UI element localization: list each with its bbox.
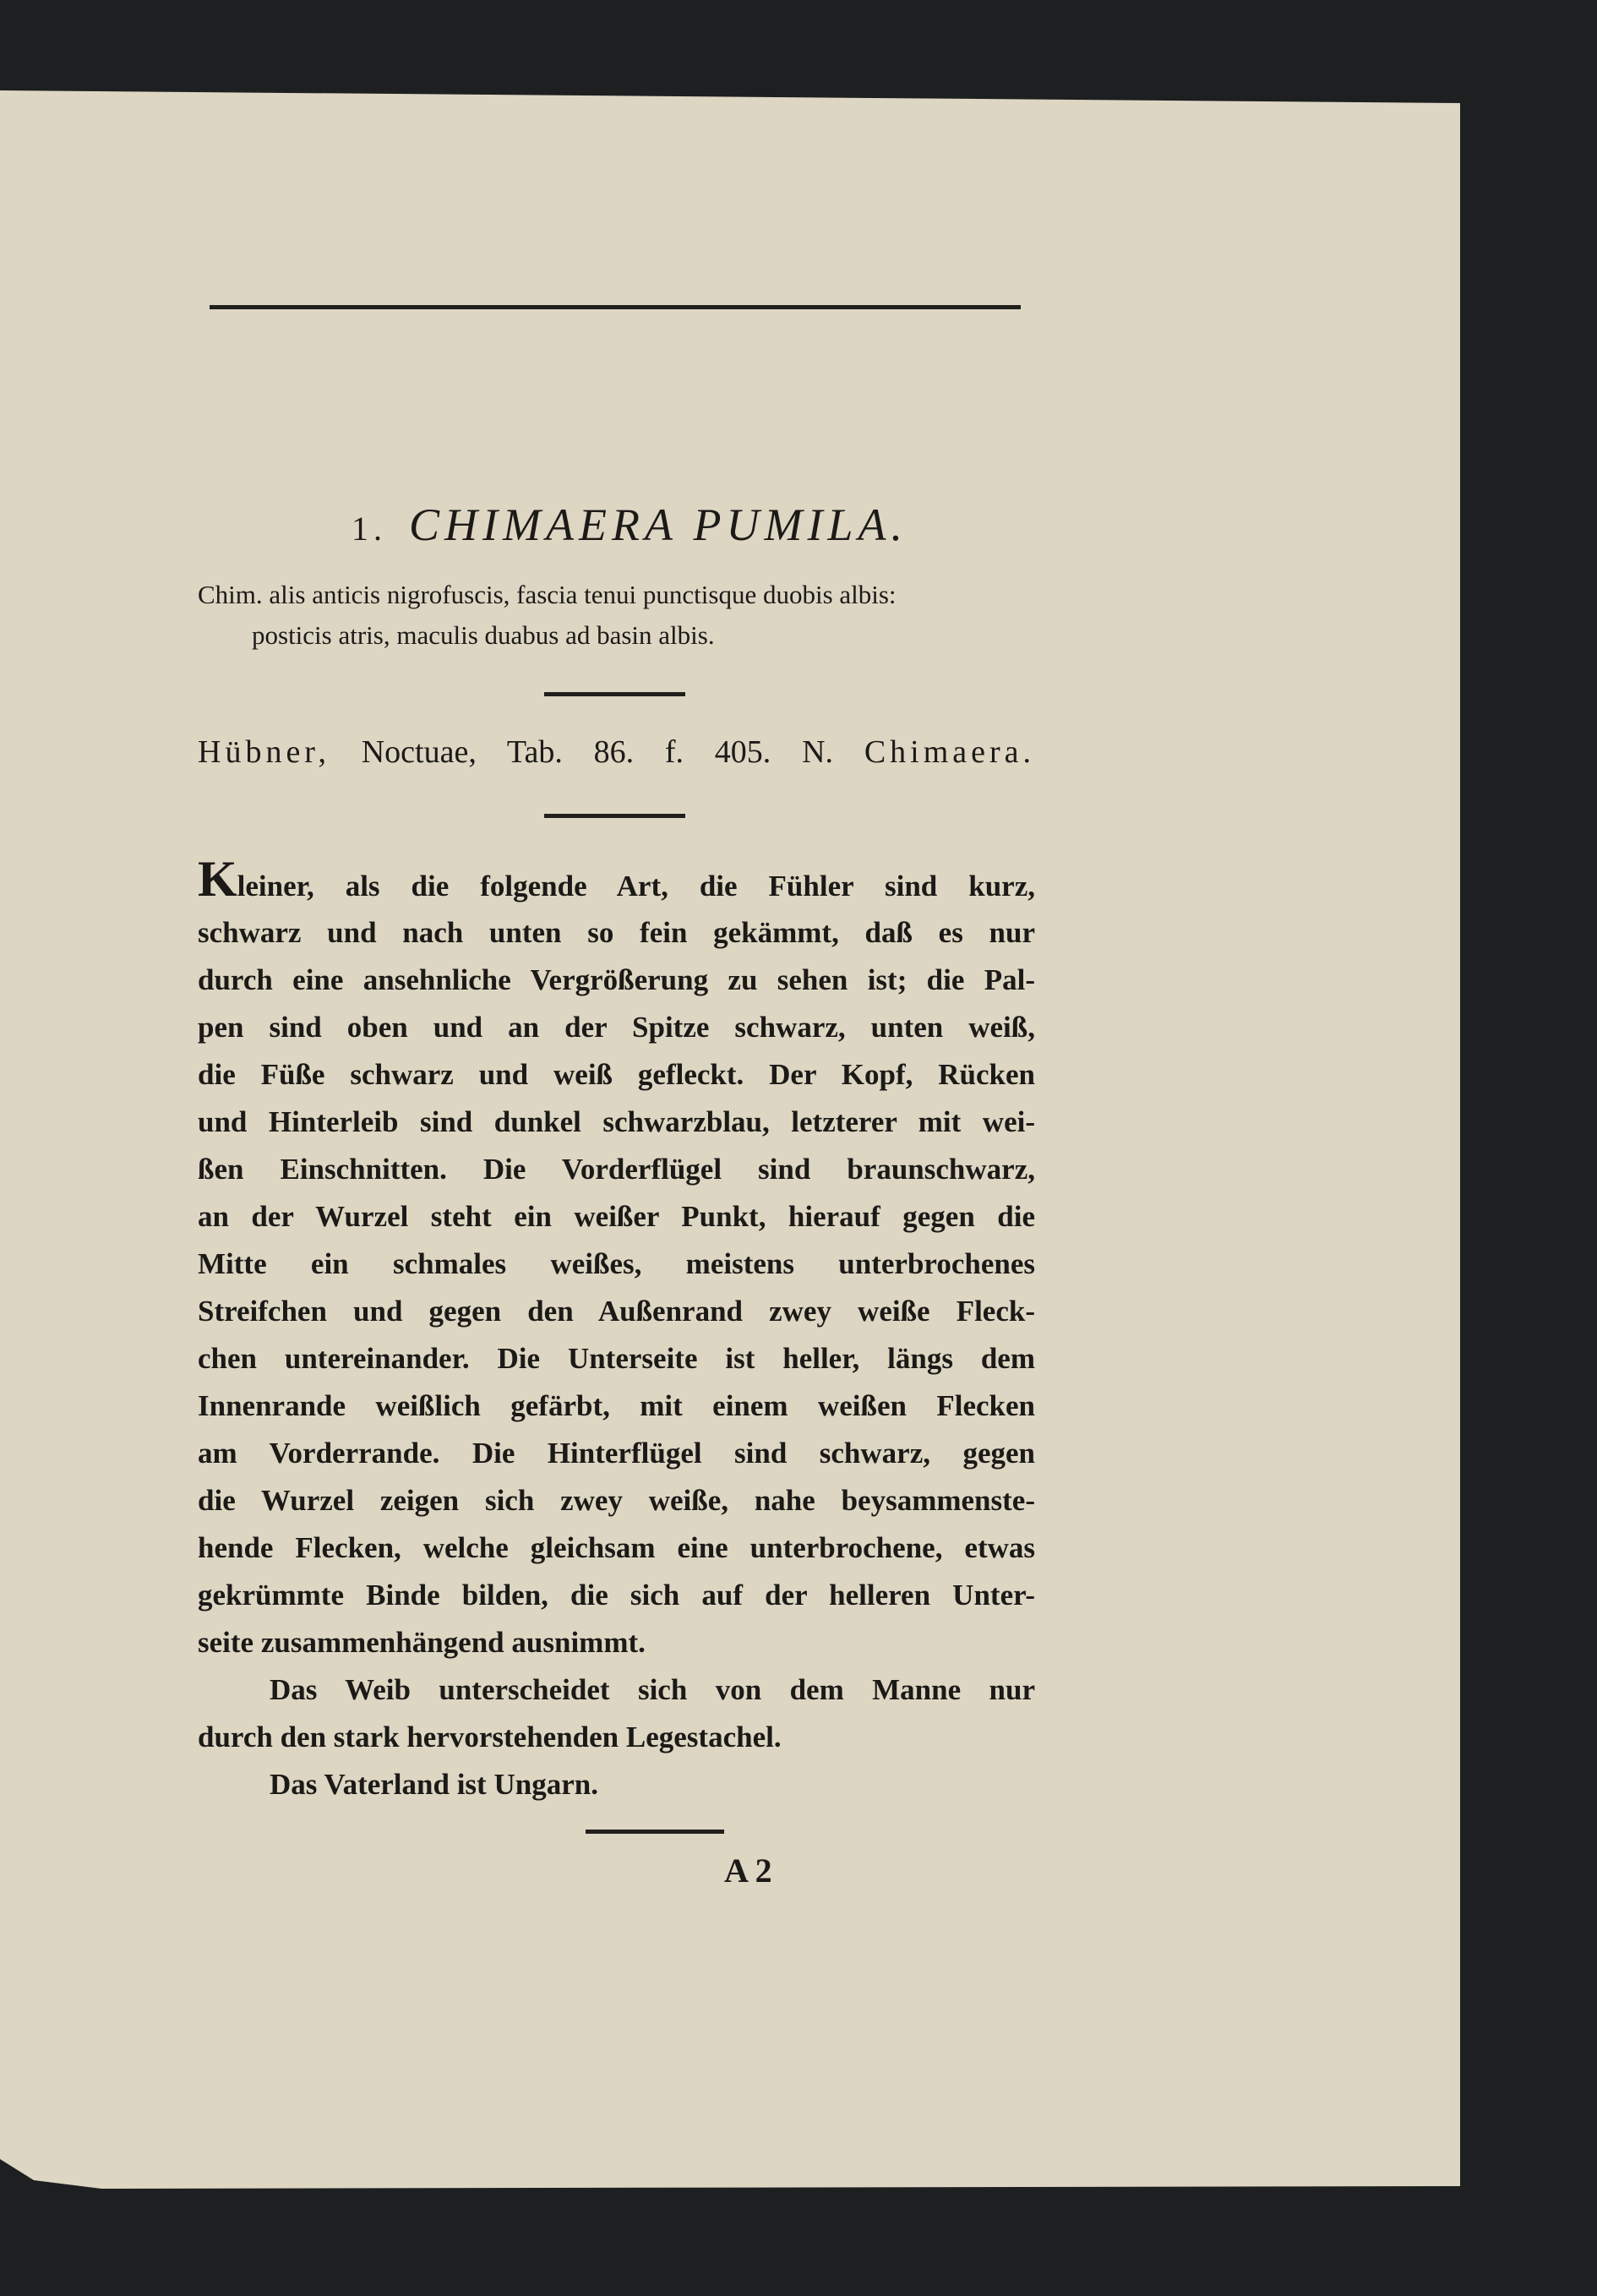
- species-title: CHIMAERA PUMILA.: [409, 499, 908, 550]
- body-line: [198, 851, 1035, 909]
- body-line: Innenrande weißlich gefärbt, mit einem weißen Flecken: [198, 1389, 1035, 1422]
- body-line: an der Wurzel steht ein weißer Punkt, hierauf gegen die: [198, 1200, 1035, 1233]
- reference-work: Noctuae, Tab. 86. f. 405. N.: [361, 734, 834, 770]
- short-rule-2: [544, 814, 685, 818]
- body-line: Mitte ein schmales weißes, meistens unterbrochenes: [198, 1247, 1035, 1280]
- body-line-text: leiner, als die folgende Art, die Fühler sind kurz,: [237, 870, 1035, 903]
- reference-author: Hübner,: [198, 734, 330, 770]
- body-line: seite zusammenhängend ausnimmt.: [198, 1626, 646, 1659]
- species-number: 1.: [352, 510, 388, 548]
- body-line: und Hinterleib sind dunkel schwarzblau, letzterer mit wei-: [198, 1105, 1035, 1138]
- latin-diagnosis-line-1: Chim. alis anticis nigrofuscis, fascia tenui punctisque duobis albis:: [198, 580, 897, 609]
- bottom-rule: [586, 1830, 724, 1834]
- body-line: durch eine ansehnliche Vergrößerung zu sehen ist; die Pal-: [198, 963, 1035, 996]
- body-line: ßen Einschnitten. Die Vorderflügel sind braunschwarz,: [198, 1153, 1035, 1186]
- reference-species: Chimaera.: [864, 734, 1036, 770]
- body-text: [198, 851, 1035, 1808]
- body-line: chen untereinander. Die Unterseite ist heller, längs dem: [198, 1342, 1035, 1375]
- species-heading: [253, 499, 1006, 551]
- body-line: pen sind oben und an der Spitze schwarz, unten weiß,: [198, 1011, 1035, 1044]
- body-line: die Füße schwarz und weiß gefleckt. Der Kopf, Rücken: [198, 1058, 1035, 1091]
- body-line: Das Weib unterscheidet sich von dem Manne nur: [270, 1673, 1035, 1706]
- signature-mark: A 2: [724, 1852, 772, 1890]
- body-line: gekrümmte Binde bilden, die sich auf der helleren Unter-: [198, 1579, 1035, 1612]
- body-line: schwarz und nach unten so fein gekämmt, daß es nur: [198, 916, 1035, 949]
- body-line: Das Vaterland ist Ungarn.: [270, 1768, 598, 1801]
- initial-letter: K: [198, 851, 237, 907]
- body-line: hende Flecken, welche gleichsam eine unterbrochene, etwas: [198, 1531, 1035, 1564]
- body-line: die Wurzel zeigen sich zwey weiße, nahe beysammenste-: [198, 1484, 1035, 1517]
- body-line: durch den stark hervorstehenden Legestachel.: [198, 1721, 782, 1753]
- short-rule-1: [544, 692, 685, 696]
- top-rule: [210, 305, 1021, 309]
- body-line: Streifchen und gegen den Außenrand zwey weiße Fleck-: [198, 1295, 1035, 1328]
- latin-diagnosis-line-2: posticis atris, maculis duabus ad basin albis.: [252, 620, 715, 650]
- body-line: am Vorderrande. Die Hinterflügel sind schwarz, gegen: [198, 1437, 1035, 1470]
- reference-line: [198, 734, 1035, 771]
